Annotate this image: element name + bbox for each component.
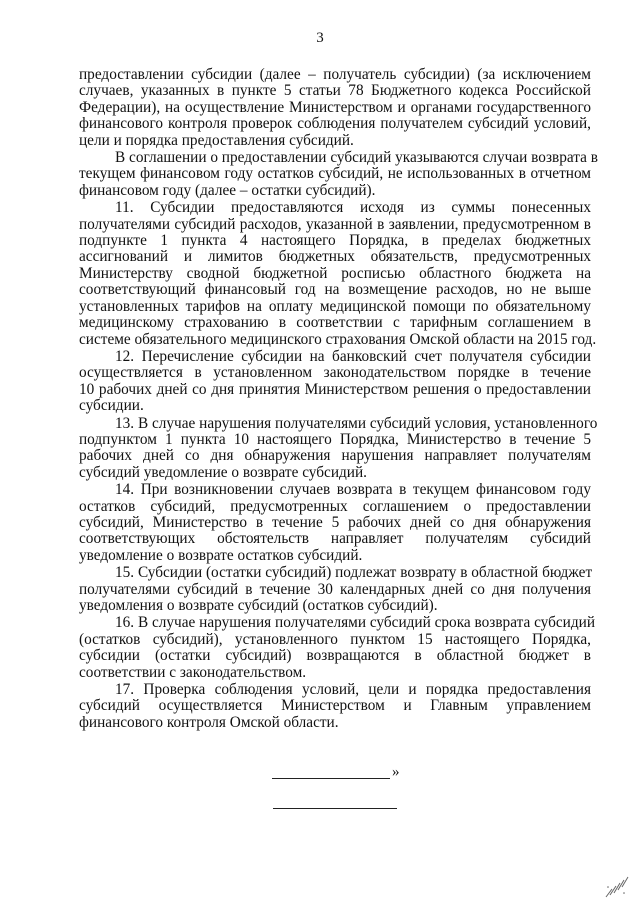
text-line: получателями субсидий расходов, указанной в заявлении, предусмотренном в bbox=[79, 215, 591, 233]
text-line: 15. Субсидии (остатки субсидий) подлежат возврату в областной бюджет bbox=[115, 564, 593, 582]
paragraph bbox=[79, 349, 591, 415]
text-line: 13. В случае нарушения получателями субсидий условия, установленного bbox=[115, 414, 598, 432]
text-line: получателями субсидий в течение 30 календарных дней со дня получения bbox=[79, 580, 591, 598]
text-line: осуществляется в установленном законодательством порядке в течение bbox=[79, 364, 591, 382]
text-line: Министерству сводной бюджетной росписью областного бюджета на bbox=[79, 264, 591, 282]
paragraph bbox=[79, 199, 597, 348]
margin-annotation-mark bbox=[604, 875, 630, 899]
text-line: 16. В случае нарушения получателями субсидий срока возврата субсидий bbox=[115, 614, 596, 632]
text-line: 12. Перечисление субсидии на банковский счет получателя субсидии bbox=[115, 347, 591, 365]
text-line: 17. Проверка соблюдения условий, цели и порядка предоставления bbox=[115, 681, 591, 699]
text-line: финансового контроля Омской области. bbox=[79, 713, 339, 731]
text-line: ассигнований и лимитов бюджетных обязательств, предусмотренных bbox=[79, 248, 591, 266]
text-line: текущем финансовом году остатков субсидий, не использованных в отчетном bbox=[79, 165, 591, 183]
text-line: медицинскому страхованию в соответствии с тарифным соглашением в bbox=[79, 314, 591, 332]
text-line: 10 рабочих дней со дня принятия Министерством решения о предоставлении bbox=[79, 380, 591, 398]
text-line: В соглашении о предоставлении субсидий указываются случаи возврата в bbox=[115, 149, 598, 167]
text-line: субсидий, Министерство в течение 5 рабочих дней со дня обнаружения bbox=[79, 513, 591, 531]
closing-mark bbox=[272, 764, 412, 784]
text-line: субсидий уведомление о возврате субсидий. bbox=[79, 463, 367, 481]
text-line: субсидий осуществляется Министерством и Главным управлением bbox=[79, 697, 591, 715]
text-line: подпункте 1 пункта 4 настоящего Порядка, в пределах бюджетных bbox=[79, 232, 591, 250]
text-line: (остатков субсидий), установленного пунктом 15 настоящего Порядка, bbox=[79, 630, 591, 648]
page-number: 3 bbox=[316, 30, 324, 46]
paragraph bbox=[79, 682, 591, 731]
text-line: остатков субсидий, предусмотренных соглашением о предоставлении bbox=[79, 497, 591, 515]
text-line: субсидии (остатки субсидий) возвращаются в областной бюджет в bbox=[79, 647, 591, 665]
text-line: субсидии. bbox=[79, 397, 144, 415]
paragraph bbox=[79, 414, 598, 482]
closing-quote: » bbox=[392, 764, 400, 780]
paragraph bbox=[79, 565, 591, 614]
text-line: финансового контроля проверок соблюдения получателем субсидий условий, bbox=[79, 115, 591, 133]
text-line: Федерации), на осуществление Министерством и органами государственного bbox=[79, 98, 591, 116]
paragraph bbox=[79, 67, 591, 149]
separator-line bbox=[273, 808, 397, 809]
text-line: соответствующий финансовый год на возмещение расходов, но не выше bbox=[79, 281, 591, 299]
text-line: системе обязательного медицинского страхования Омской области на 2015 год. bbox=[79, 330, 597, 348]
paragraph bbox=[79, 614, 596, 681]
text-line: 14. При возникновении случаев возврата в текущем финансовом году bbox=[115, 481, 591, 499]
text-line: финансовом году (далее – остатки субсидий). bbox=[79, 181, 376, 199]
closing-underline bbox=[272, 778, 390, 779]
text-line: случаев, указанных в пункте 5 статьи 78 Бюджетного кодекса Российской bbox=[79, 82, 591, 100]
text-line: 11. Субсидии предоставляются исходя из суммы понесенных bbox=[115, 199, 591, 217]
text-line: цели и порядка предоставления субсидий. bbox=[79, 131, 354, 149]
text-line: соответствии с законодательством. bbox=[79, 663, 307, 681]
text-line: соответствующих обстоятельств направляет получателям субсидий bbox=[79, 530, 591, 548]
document-body bbox=[79, 66, 598, 732]
text-line: уведомления о возврате субсидий (остатков субсидий). bbox=[79, 597, 438, 614]
text-line: установленных тарифов на оплату медицинской помощи по обязательному bbox=[79, 297, 591, 315]
paragraph bbox=[79, 149, 598, 199]
text-line: подпунктом 1 пункта 10 настоящего Порядка, Министерство в течение 5 bbox=[79, 430, 591, 448]
text-line: предоставлении субсидии (далее – получатель субсидии) (за исключением bbox=[79, 66, 591, 83]
text-line: уведомление о возврате остатков субсидий. bbox=[79, 546, 363, 564]
paragraph bbox=[79, 482, 591, 564]
text-line: рабочих дней со дня обнаружения нарушения направляет получателям bbox=[79, 447, 591, 465]
